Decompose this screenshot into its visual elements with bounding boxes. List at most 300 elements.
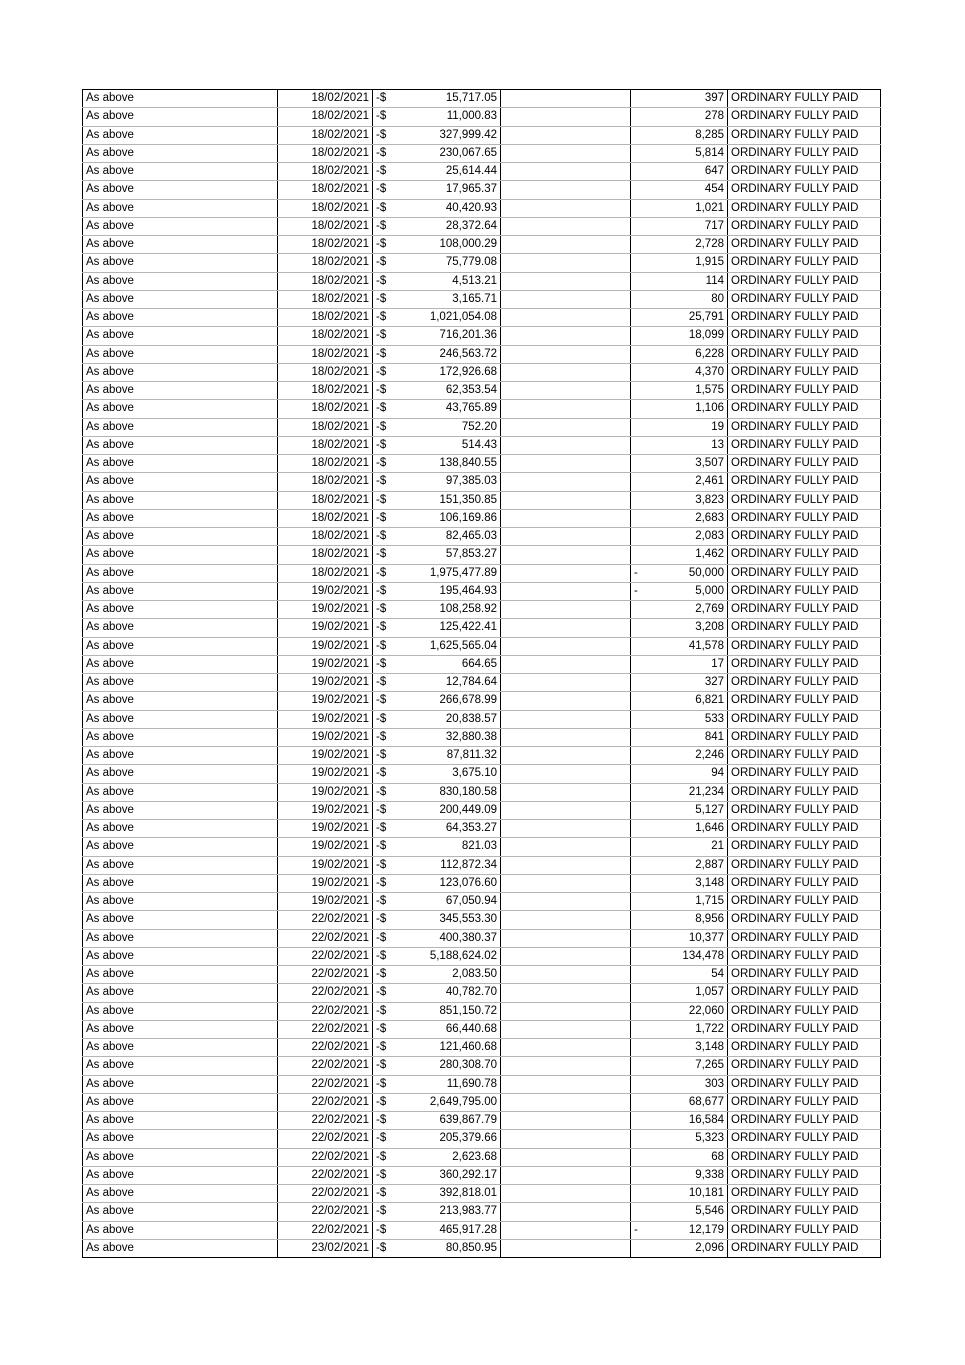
currency-cell: -$: [373, 601, 403, 619]
sign-cell: [631, 1148, 643, 1166]
currency-cell: -$: [373, 418, 403, 436]
table-row: [83, 363, 881, 381]
holder-name-cell: As above: [83, 309, 278, 327]
security-class-cell: ORDINARY FULLY PAID: [728, 710, 881, 728]
table-row: [83, 601, 881, 619]
table-row: [83, 327, 881, 345]
quantity-cell: 1,021: [643, 199, 728, 217]
date-cell: 18/02/2021: [278, 473, 373, 491]
table-row: [83, 820, 881, 838]
holder-name-cell: As above: [83, 765, 278, 783]
consideration-cell: 851,150.72: [403, 1002, 501, 1020]
currency-cell: -$: [373, 272, 403, 290]
security-class-cell: ORDINARY FULLY PAID: [728, 655, 881, 673]
quantity-cell: 7,265: [643, 1057, 728, 1075]
quantity-cell: 94: [643, 765, 728, 783]
empty-cell: [501, 418, 631, 436]
holder-name-cell: As above: [83, 1166, 278, 1184]
security-class-cell: ORDINARY FULLY PAID: [728, 1093, 881, 1111]
security-class-cell: ORDINARY FULLY PAID: [728, 455, 881, 473]
sign-cell: -: [631, 564, 643, 582]
date-cell: 18/02/2021: [278, 363, 373, 381]
empty-cell: [501, 1057, 631, 1075]
empty-cell: [501, 747, 631, 765]
holder-name-cell: As above: [83, 929, 278, 947]
sign-cell: [631, 345, 643, 363]
consideration-cell: 11,000.83: [403, 108, 501, 126]
quantity-cell: 841: [643, 728, 728, 746]
empty-cell: [501, 163, 631, 181]
currency-cell: -$: [373, 820, 403, 838]
sign-cell: [631, 674, 643, 692]
sign-cell: [631, 893, 643, 911]
security-class-cell: ORDINARY FULLY PAID: [728, 1203, 881, 1221]
date-cell: 19/02/2021: [278, 765, 373, 783]
table-row: [83, 674, 881, 692]
security-class-cell: ORDINARY FULLY PAID: [728, 947, 881, 965]
quantity-cell: 1,915: [643, 254, 728, 272]
table-row: [83, 710, 881, 728]
currency-cell: -$: [373, 619, 403, 637]
table-row: [83, 309, 881, 327]
quantity-cell: 2,769: [643, 601, 728, 619]
table-row: [83, 473, 881, 491]
sign-cell: [631, 509, 643, 527]
consideration-cell: 465,917.28: [403, 1221, 501, 1239]
consideration-cell: 20,838.57: [403, 710, 501, 728]
date-cell: 19/02/2021: [278, 838, 373, 856]
date-cell: 22/02/2021: [278, 966, 373, 984]
security-class-cell: ORDINARY FULLY PAID: [728, 692, 881, 710]
consideration-cell: 62,353.54: [403, 382, 501, 400]
sign-cell: [631, 418, 643, 436]
consideration-cell: 400,380.37: [403, 929, 501, 947]
quantity-cell: 16,584: [643, 1112, 728, 1130]
currency-cell: -$: [373, 473, 403, 491]
consideration-cell: 66,440.68: [403, 1020, 501, 1038]
quantity-cell: 10,181: [643, 1185, 728, 1203]
currency-cell: -$: [373, 491, 403, 509]
security-class-cell: ORDINARY FULLY PAID: [728, 820, 881, 838]
empty-cell: [501, 929, 631, 947]
currency-cell: -$: [373, 363, 403, 381]
security-class-cell: ORDINARY FULLY PAID: [728, 838, 881, 856]
currency-cell: -$: [373, 108, 403, 126]
consideration-cell: 360,292.17: [403, 1166, 501, 1184]
date-cell: 18/02/2021: [278, 455, 373, 473]
currency-cell: -$: [373, 509, 403, 527]
holder-name-cell: As above: [83, 966, 278, 984]
empty-cell: [501, 911, 631, 929]
empty-cell: [501, 1002, 631, 1020]
date-cell: 18/02/2021: [278, 254, 373, 272]
sign-cell: [631, 290, 643, 308]
holder-name-cell: As above: [83, 1057, 278, 1075]
quantity-cell: 1,462: [643, 546, 728, 564]
security-class-cell: ORDINARY FULLY PAID: [728, 509, 881, 527]
empty-cell: [501, 820, 631, 838]
date-cell: 19/02/2021: [278, 619, 373, 637]
holder-name-cell: As above: [83, 217, 278, 235]
consideration-cell: 392,818.01: [403, 1185, 501, 1203]
table-row: [83, 655, 881, 673]
quantity-cell: 1,722: [643, 1020, 728, 1038]
security-class-cell: ORDINARY FULLY PAID: [728, 491, 881, 509]
date-cell: 19/02/2021: [278, 801, 373, 819]
sign-cell: [631, 1185, 643, 1203]
quantity-cell: 533: [643, 710, 728, 728]
quantity-cell: 6,228: [643, 345, 728, 363]
currency-cell: -$: [373, 765, 403, 783]
empty-cell: [501, 491, 631, 509]
table-row: [83, 765, 881, 783]
empty-cell: [501, 801, 631, 819]
date-cell: 18/02/2021: [278, 199, 373, 217]
table-row: [83, 254, 881, 272]
currency-cell: -$: [373, 929, 403, 947]
empty-cell: [501, 309, 631, 327]
transaction-table: [82, 89, 881, 1258]
quantity-cell: 3,148: [643, 874, 728, 892]
table-row: [83, 747, 881, 765]
date-cell: 18/02/2021: [278, 546, 373, 564]
table-row: [83, 893, 881, 911]
date-cell: 19/02/2021: [278, 582, 373, 600]
table-row: [83, 272, 881, 290]
sign-cell: [631, 309, 643, 327]
empty-cell: [501, 947, 631, 965]
quantity-cell: 12,179: [643, 1221, 728, 1239]
security-class-cell: ORDINARY FULLY PAID: [728, 144, 881, 162]
consideration-cell: 639,867.79: [403, 1112, 501, 1130]
quantity-cell: 2,887: [643, 856, 728, 874]
consideration-cell: 32,880.38: [403, 728, 501, 746]
empty-cell: [501, 217, 631, 235]
currency-cell: -$: [373, 1075, 403, 1093]
holder-name-cell: As above: [83, 509, 278, 527]
empty-cell: [501, 290, 631, 308]
empty-cell: [501, 1112, 631, 1130]
sign-cell: [631, 1039, 643, 1057]
table-row: [83, 564, 881, 582]
date-cell: 23/02/2021: [278, 1239, 373, 1257]
holder-name-cell: As above: [83, 455, 278, 473]
empty-cell: [501, 984, 631, 1002]
table-row: [83, 1002, 881, 1020]
consideration-cell: 3,675.10: [403, 765, 501, 783]
holder-name-cell: As above: [83, 1203, 278, 1221]
security-class-cell: ORDINARY FULLY PAID: [728, 400, 881, 418]
sign-cell: [631, 1002, 643, 1020]
table-row: [83, 1239, 881, 1257]
empty-cell: [501, 601, 631, 619]
empty-cell: [501, 90, 631, 108]
date-cell: 19/02/2021: [278, 692, 373, 710]
consideration-cell: 138,840.55: [403, 455, 501, 473]
quantity-cell: 1,646: [643, 820, 728, 838]
empty-cell: [501, 838, 631, 856]
security-class-cell: ORDINARY FULLY PAID: [728, 382, 881, 400]
empty-cell: [501, 108, 631, 126]
currency-cell: -$: [373, 564, 403, 582]
holder-name-cell: As above: [83, 528, 278, 546]
consideration-cell: 2,623.68: [403, 1148, 501, 1166]
consideration-cell: 106,169.86: [403, 509, 501, 527]
table-row: [83, 144, 881, 162]
sign-cell: [631, 473, 643, 491]
date-cell: 18/02/2021: [278, 126, 373, 144]
security-class-cell: ORDINARY FULLY PAID: [728, 236, 881, 254]
quantity-cell: 25,791: [643, 309, 728, 327]
date-cell: 18/02/2021: [278, 382, 373, 400]
table-row: [83, 947, 881, 965]
holder-name-cell: As above: [83, 801, 278, 819]
sign-cell: [631, 455, 643, 473]
sign-cell: [631, 1130, 643, 1148]
consideration-cell: 1,021,054.08: [403, 309, 501, 327]
date-cell: 19/02/2021: [278, 728, 373, 746]
date-cell: 19/02/2021: [278, 747, 373, 765]
empty-cell: [501, 728, 631, 746]
sign-cell: [631, 692, 643, 710]
currency-cell: -$: [373, 546, 403, 564]
date-cell: 18/02/2021: [278, 144, 373, 162]
date-cell: 19/02/2021: [278, 637, 373, 655]
security-class-cell: ORDINARY FULLY PAID: [728, 856, 881, 874]
empty-cell: [501, 254, 631, 272]
date-cell: 22/02/2021: [278, 1148, 373, 1166]
security-class-cell: ORDINARY FULLY PAID: [728, 1112, 881, 1130]
holder-name-cell: As above: [83, 400, 278, 418]
sign-cell: [631, 236, 643, 254]
quantity-cell: 6,821: [643, 692, 728, 710]
table-row: [83, 692, 881, 710]
date-cell: 18/02/2021: [278, 436, 373, 454]
quantity-cell: 21: [643, 838, 728, 856]
date-cell: 19/02/2021: [278, 710, 373, 728]
empty-cell: [501, 1148, 631, 1166]
table-row: [83, 984, 881, 1002]
consideration-cell: 213,983.77: [403, 1203, 501, 1221]
date-cell: 18/02/2021: [278, 400, 373, 418]
date-cell: 18/02/2021: [278, 345, 373, 363]
security-class-cell: ORDINARY FULLY PAID: [728, 1166, 881, 1184]
holder-name-cell: As above: [83, 90, 278, 108]
currency-cell: -$: [373, 637, 403, 655]
table-row: [83, 400, 881, 418]
currency-cell: -$: [373, 455, 403, 473]
date-cell: 18/02/2021: [278, 327, 373, 345]
holder-name-cell: As above: [83, 947, 278, 965]
security-class-cell: ORDINARY FULLY PAID: [728, 911, 881, 929]
empty-cell: [501, 1221, 631, 1239]
currency-cell: -$: [373, 728, 403, 746]
sign-cell: [631, 327, 643, 345]
consideration-cell: 43,765.89: [403, 400, 501, 418]
quantity-cell: 5,546: [643, 1203, 728, 1221]
holder-name-cell: As above: [83, 838, 278, 856]
empty-cell: [501, 382, 631, 400]
holder-name-cell: As above: [83, 1020, 278, 1038]
currency-cell: -$: [373, 1002, 403, 1020]
holder-name-cell: As above: [83, 1239, 278, 1257]
table-row: [83, 874, 881, 892]
holder-name-cell: As above: [83, 436, 278, 454]
sign-cell: [631, 1166, 643, 1184]
security-class-cell: ORDINARY FULLY PAID: [728, 783, 881, 801]
table-row: [83, 108, 881, 126]
sign-cell: [631, 820, 643, 838]
holder-name-cell: As above: [83, 126, 278, 144]
holder-name-cell: As above: [83, 1221, 278, 1239]
empty-cell: [501, 144, 631, 162]
consideration-cell: 64,353.27: [403, 820, 501, 838]
quantity-cell: 2,683: [643, 509, 728, 527]
holder-name-cell: As above: [83, 1185, 278, 1203]
sign-cell: [631, 710, 643, 728]
currency-cell: -$: [373, 1166, 403, 1184]
date-cell: 22/02/2021: [278, 947, 373, 965]
security-class-cell: ORDINARY FULLY PAID: [728, 345, 881, 363]
table-row: [83, 90, 881, 108]
sign-cell: [631, 1112, 643, 1130]
sign-cell: [631, 144, 643, 162]
table-row: [83, 290, 881, 308]
currency-cell: -$: [373, 1185, 403, 1203]
quantity-cell: 647: [643, 163, 728, 181]
quantity-cell: 3,208: [643, 619, 728, 637]
sign-cell: [631, 874, 643, 892]
currency-cell: -$: [373, 382, 403, 400]
consideration-cell: 121,460.68: [403, 1039, 501, 1057]
security-class-cell: ORDINARY FULLY PAID: [728, 747, 881, 765]
table-row: [83, 199, 881, 217]
table-row: [83, 1221, 881, 1239]
consideration-cell: 246,563.72: [403, 345, 501, 363]
consideration-cell: 5,188,624.02: [403, 947, 501, 965]
quantity-cell: 5,814: [643, 144, 728, 162]
currency-cell: -$: [373, 144, 403, 162]
empty-cell: [501, 181, 631, 199]
empty-cell: [501, 1075, 631, 1093]
quantity-cell: 5,127: [643, 801, 728, 819]
security-class-cell: ORDINARY FULLY PAID: [728, 181, 881, 199]
sign-cell: [631, 181, 643, 199]
security-class-cell: ORDINARY FULLY PAID: [728, 929, 881, 947]
currency-cell: -$: [373, 984, 403, 1002]
empty-cell: [501, 893, 631, 911]
sign-cell: [631, 783, 643, 801]
date-cell: 18/02/2021: [278, 108, 373, 126]
sign-cell: [631, 1057, 643, 1075]
quantity-cell: 134,478: [643, 947, 728, 965]
security-class-cell: ORDINARY FULLY PAID: [728, 1148, 881, 1166]
holder-name-cell: As above: [83, 874, 278, 892]
date-cell: 18/02/2021: [278, 272, 373, 290]
security-class-cell: ORDINARY FULLY PAID: [728, 418, 881, 436]
quantity-cell: 278: [643, 108, 728, 126]
quantity-cell: 5,000: [643, 582, 728, 600]
currency-cell: -$: [373, 801, 403, 819]
table-row: [83, 801, 881, 819]
quantity-cell: 18,099: [643, 327, 728, 345]
holder-name-cell: As above: [83, 181, 278, 199]
currency-cell: -$: [373, 582, 403, 600]
sign-cell: [631, 108, 643, 126]
consideration-cell: 821.03: [403, 838, 501, 856]
security-class-cell: ORDINARY FULLY PAID: [728, 327, 881, 345]
holder-name-cell: As above: [83, 1002, 278, 1020]
security-class-cell: ORDINARY FULLY PAID: [728, 1221, 881, 1239]
date-cell: 18/02/2021: [278, 163, 373, 181]
currency-cell: -$: [373, 1112, 403, 1130]
quantity-cell: 454: [643, 181, 728, 199]
currency-cell: -$: [373, 947, 403, 965]
date-cell: 18/02/2021: [278, 181, 373, 199]
quantity-cell: 9,338: [643, 1166, 728, 1184]
consideration-cell: 266,678.99: [403, 692, 501, 710]
currency-cell: -$: [373, 400, 403, 418]
currency-cell: -$: [373, 783, 403, 801]
currency-cell: -$: [373, 309, 403, 327]
table-row: [83, 856, 881, 874]
sign-cell: [631, 601, 643, 619]
quantity-cell: 717: [643, 217, 728, 235]
table-row: [83, 217, 881, 235]
currency-cell: -$: [373, 126, 403, 144]
date-cell: 18/02/2021: [278, 528, 373, 546]
quantity-cell: 3,507: [643, 455, 728, 473]
empty-cell: [501, 874, 631, 892]
holder-name-cell: As above: [83, 163, 278, 181]
holder-name-cell: As above: [83, 144, 278, 162]
quantity-cell: 303: [643, 1075, 728, 1093]
empty-cell: [501, 1203, 631, 1221]
date-cell: 18/02/2021: [278, 236, 373, 254]
quantity-cell: 2,461: [643, 473, 728, 491]
holder-name-cell: As above: [83, 108, 278, 126]
empty-cell: [501, 363, 631, 381]
empty-cell: [501, 619, 631, 637]
empty-cell: [501, 473, 631, 491]
sign-cell: [631, 966, 643, 984]
consideration-cell: 80,850.95: [403, 1239, 501, 1257]
sign-cell: [631, 163, 643, 181]
empty-cell: [501, 1039, 631, 1057]
date-cell: 22/02/2021: [278, 1057, 373, 1075]
sign-cell: [631, 765, 643, 783]
quantity-cell: 13: [643, 436, 728, 454]
security-class-cell: ORDINARY FULLY PAID: [728, 1057, 881, 1075]
security-class-cell: ORDINARY FULLY PAID: [728, 674, 881, 692]
security-class-cell: ORDINARY FULLY PAID: [728, 1130, 881, 1148]
consideration-cell: 25,614.44: [403, 163, 501, 181]
security-class-cell: ORDINARY FULLY PAID: [728, 1185, 881, 1203]
quantity-cell: 54: [643, 966, 728, 984]
consideration-cell: 15,717.05: [403, 90, 501, 108]
currency-cell: -$: [373, 893, 403, 911]
security-class-cell: ORDINARY FULLY PAID: [728, 254, 881, 272]
security-class-cell: ORDINARY FULLY PAID: [728, 1020, 881, 1038]
quantity-cell: 41,578: [643, 637, 728, 655]
date-cell: 22/02/2021: [278, 1203, 373, 1221]
holder-name-cell: As above: [83, 382, 278, 400]
date-cell: 19/02/2021: [278, 783, 373, 801]
empty-cell: [501, 400, 631, 418]
quantity-cell: 21,234: [643, 783, 728, 801]
consideration-cell: 12,784.64: [403, 674, 501, 692]
date-cell: 22/02/2021: [278, 1112, 373, 1130]
